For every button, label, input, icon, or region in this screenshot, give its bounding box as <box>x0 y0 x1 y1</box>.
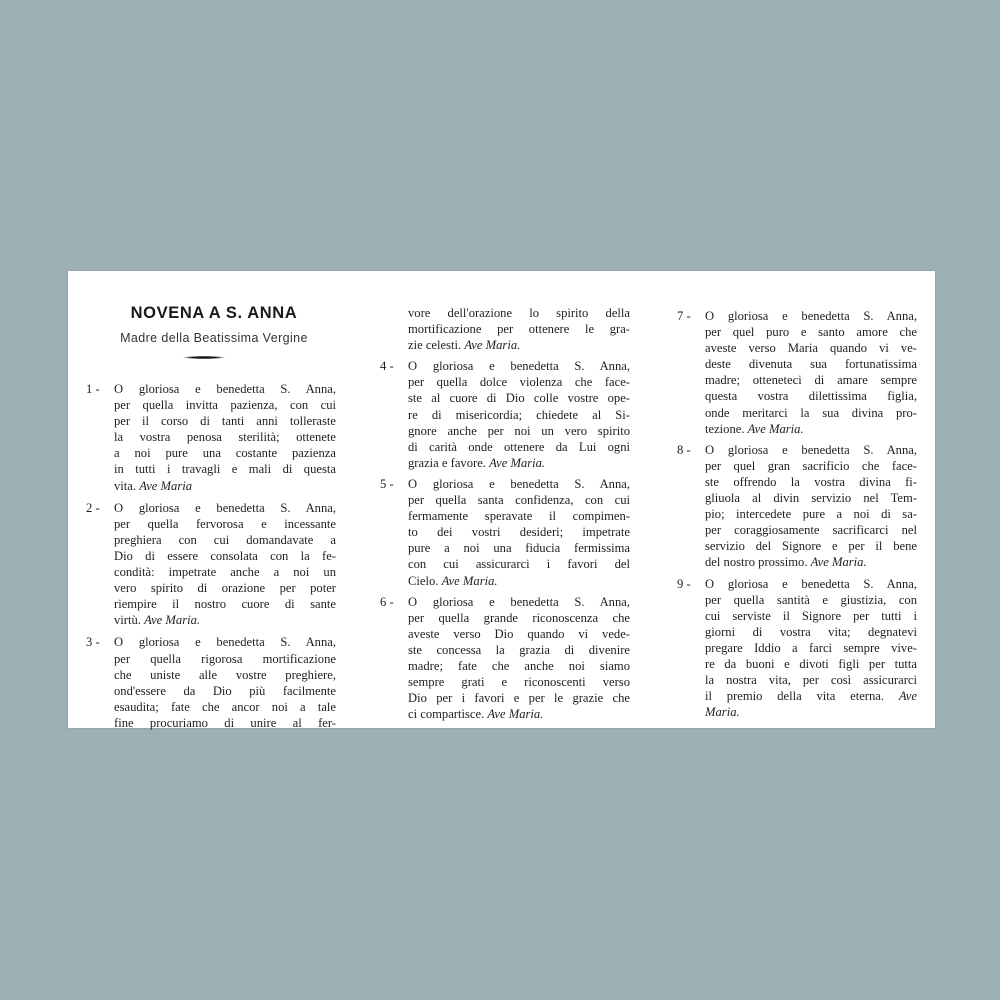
prayer-line: grazia e favore. <box>408 455 486 470</box>
prayer-1 <box>86 381 336 494</box>
prayer-line: O gloriosa e benedetta S. Anna, <box>114 500 336 515</box>
ornament-divider <box>183 356 225 359</box>
prayer-line: O gloriosa e benedetta S. Anna, <box>114 635 336 650</box>
prayer-line: per quella santità e giustizia, con <box>705 592 917 607</box>
prayer-line: per quel gran sacrificio che face- <box>705 458 917 473</box>
ave-maria: Ave Maria. <box>489 455 546 470</box>
prayer-line: con cui assicurarci i favori del <box>408 557 630 572</box>
prayer-6 <box>380 594 630 723</box>
prayer-line: del nostro prossimo. <box>705 555 808 570</box>
prayer-number: 6 - <box>380 594 394 609</box>
prayer-line: il premio della vita eterna. <box>705 689 885 704</box>
prayer-line: a noi pure una costante pazienza <box>114 446 336 461</box>
prayer-line: vero spirito di orazione per poter <box>114 581 336 596</box>
prayer-line: onde meritarci la sua divina pro- <box>705 405 917 420</box>
prayer-line: madre; fate che anche noi siamo <box>408 658 630 673</box>
prayer-line: O gloriosa e benedetta S. Anna, <box>705 309 917 323</box>
prayer-line: O gloriosa e benedetta S. Anna, <box>408 476 630 491</box>
prayer-line: aveste verso Dio quando vi vede- <box>408 626 630 641</box>
prayer-line: sempre grati e riconoscenti verso <box>408 675 630 690</box>
prayer-line: deste divenuta sua fortunatissima <box>705 357 917 372</box>
prayer-line: fermamente speravate il compimen- <box>408 509 630 524</box>
prayer-line: madre; otteneteci di amare sempre <box>705 373 917 388</box>
prayer-line: ci compartisce. <box>408 707 485 722</box>
prayer-line: to dei vostri desideri; impetrate <box>408 525 630 540</box>
prayer-line: ond'essere da Dio più facilmente <box>114 683 336 698</box>
prayer-line: la nostra vita, per così assicurarci <box>705 673 917 688</box>
prayer-line: O gloriosa e benedetta S. Anna, <box>705 442 917 457</box>
prayer-line: Cielo. <box>408 573 439 588</box>
column-3 <box>677 308 917 720</box>
prayer-line: O gloriosa e benedetta S. Anna, <box>705 576 917 591</box>
card-title: NOVENA A S. ANNA <box>130 304 298 322</box>
prayer-line: virtù. <box>114 613 141 628</box>
prayer-line: mortificazione per ottenere le gra- <box>408 322 630 337</box>
prayer-number: 3 - <box>86 635 100 650</box>
prayer-line: in tutti i travagli e mali di questa <box>114 462 336 477</box>
prayer-4 <box>380 358 630 471</box>
prayer-number: 2 - <box>86 500 100 515</box>
prayer-line: tezione. <box>705 421 745 436</box>
prayer-number: 7 - <box>677 309 691 323</box>
prayer-line: esaudita; fate che ancor noi a tale <box>114 699 336 714</box>
prayer-9 <box>677 576 917 721</box>
prayer-line: O gloriosa e benedetta S. Anna, <box>408 359 630 374</box>
prayer-line: zie celesti. <box>408 338 462 353</box>
prayer-line: per quella grande riconoscenza che <box>408 610 630 625</box>
ave-maria: Ave Maria. <box>747 421 804 436</box>
prayer-2 <box>86 500 336 629</box>
prayer-line: condità: impetrate anche a noi un <box>114 565 336 580</box>
column-1 <box>86 271 336 728</box>
prayer-3-continuation <box>380 305 630 353</box>
prayer-line: gnore anche per noi un vero spirito <box>408 423 630 438</box>
prayer-line: per quella invitta pazienza, con cui <box>114 398 336 413</box>
prayer-5 <box>380 476 630 589</box>
prayer-line: per coraggiosamente sacrificarci nel <box>705 523 917 538</box>
prayer-line: questa vostra dilettissima figlia, <box>705 389 917 404</box>
prayer-line: per quella santa confidenza, con cui <box>408 493 630 508</box>
prayer-number: 1 - <box>86 382 100 396</box>
prayer-line: ste concessa la grazia di divenire <box>408 642 630 657</box>
prayer-line: per quella rigorosa mortificazione <box>114 651 336 666</box>
prayer-line: la vostra penosa sterilità; ottenete <box>114 430 336 445</box>
ave-maria: Ave Maria. <box>487 707 544 722</box>
prayer-line: pure a noi una fiducia fermissima <box>408 541 630 556</box>
prayer-line: per quella fervorosa e incessante <box>114 516 336 531</box>
prayer-number: 8 - <box>677 442 691 457</box>
prayer-line: Dio di essere consolata con la fe- <box>114 548 336 563</box>
prayer-line: pio; intercedete pure a noi di sa- <box>705 507 917 522</box>
prayer-line: ste al cuore di Dio colle vostre ope- <box>408 391 630 406</box>
prayer-number: 9 - <box>677 576 691 591</box>
ave-maria: Ave Maria. <box>464 338 521 353</box>
prayer-line: servizio del Signore e per il bene <box>705 539 917 554</box>
prayer-line: cui serviste il Signore per tutti i <box>705 608 917 623</box>
prayer-line: re da buoni e divoti figli per tutta <box>705 656 917 671</box>
prayer-line: vore dell'orazione lo spirito della <box>408 306 630 320</box>
prayer-line: O gloriosa e benedetta S. Anna, <box>408 594 630 609</box>
prayer-line: vita. <box>114 478 137 493</box>
prayer-line: ste offrendo la vostra divina fi- <box>705 474 917 489</box>
ave-maria: Ave Maria. <box>810 555 867 570</box>
prayer-line: re di misericordia; chiedete al Si- <box>408 407 630 422</box>
prayer-8 <box>677 442 917 571</box>
prayer-line: di carità onde ottenere da Lui ogni <box>408 439 630 454</box>
prayer-line: giorni di vostra vita; degnatevi <box>705 624 917 639</box>
prayer-line: gliuola al divin servizio nel Tem- <box>705 491 917 506</box>
card-subtitle: Madre della Beatissima Vergine <box>120 331 308 345</box>
prayer-line: per quella dolce violenza che face- <box>408 375 630 390</box>
prayer-line: pregare Iddio a farci sempre vive- <box>705 640 917 655</box>
column-2 <box>380 305 630 722</box>
prayer-line: per quel puro e santo amore che <box>705 325 917 340</box>
ave-maria: Ave Maria. <box>441 573 498 588</box>
ave-maria: Ave <box>898 689 917 704</box>
prayer-line: aveste verso Maria quando vi ve- <box>705 341 917 356</box>
prayer-line: Dio per i favori e per le grazie che <box>408 691 630 706</box>
prayer-line: fine procuriamo di unire al fer- <box>114 715 336 730</box>
ave-maria: Ave Maria <box>139 478 193 493</box>
prayer-line: per il corso di tanti anni tolleraste <box>114 414 336 429</box>
prayer-line: O gloriosa e benedetta S. Anna, <box>114 382 336 396</box>
prayer-line: preghiera con cui domandavate a <box>114 532 336 547</box>
ave-maria: Ave Maria. <box>144 613 201 628</box>
prayer-line: che uniste alle vostre preghiere, <box>114 667 336 682</box>
ave-maria-tail: Maria. <box>705 705 740 720</box>
prayer-7 <box>677 308 917 437</box>
prayer-3 <box>86 634 336 731</box>
prayer-number: 5 - <box>380 476 394 491</box>
prayer-line: riempire il nostro cuore di sante <box>114 597 336 612</box>
prayer-card <box>68 271 935 728</box>
prayer-number: 4 - <box>380 359 394 374</box>
